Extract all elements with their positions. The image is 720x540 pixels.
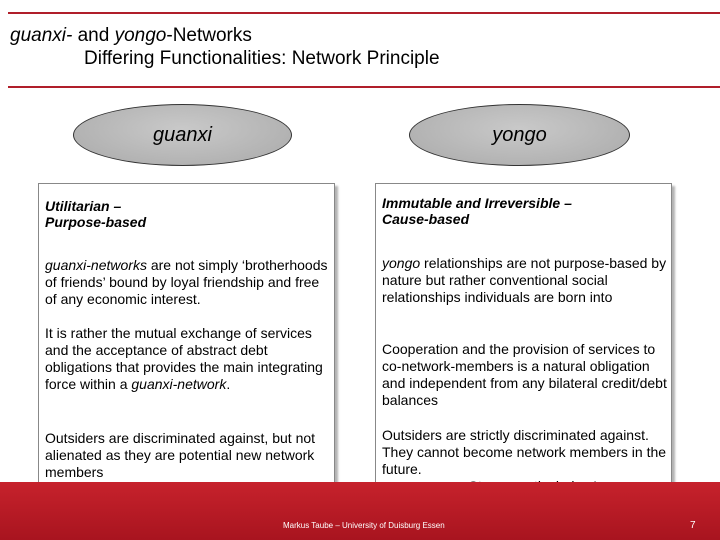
yongo-para-3-text: Outsiders are strictly discriminated against. They cannot become network members in the future.: [382, 427, 667, 477]
guanxi-para-2: [45, 325, 330, 393]
guanxi-header-line2: Purpose-based: [45, 214, 147, 230]
top-rule: [8, 12, 720, 14]
guanxi-para-2-text: It is rather the mutual exchange of services and the acceptance of abstract debt obligations that provides the main integrating force within a: [45, 325, 323, 392]
yongo-para-2-text: Cooperation and the provision of services to co-network-members is a natural obligation and independent from any bilateral credit/debt balances: [382, 341, 667, 408]
title-underline-rule: [8, 86, 720, 88]
guanxi-para-1-text: are not simply ‘brotherhoods of friends’ bound by loyal friendship and free of any economic interest.: [45, 257, 328, 307]
yongo-term: yongo: [382, 255, 421, 271]
guanxi-network-term: guanxi-network: [131, 376, 227, 392]
slide-title: [10, 24, 440, 70]
yongo-para-1-text: relationships are not purpose-based by nature but rather conventional social relationships individuals are born into: [382, 255, 667, 305]
yongo-header-line2: Cause-based: [382, 211, 470, 227]
title-guanxi: guanxi-: [10, 25, 73, 46]
title-networks: -Networks: [166, 25, 252, 46]
yongo-ellipse: [409, 104, 630, 166]
title-subtitle: Differing Functionalities: Network Principle: [84, 48, 440, 69]
guanxi-header-line1: Utilitarian –: [45, 198, 122, 214]
guanxi-ellipse-label: guanxi: [153, 123, 212, 146]
guanxi-para-2-end: .: [226, 376, 231, 392]
yongo-ellipse-label: yongo: [492, 123, 547, 146]
guanxi-para-3-text: Outsiders are discriminated against, but not alienated as they are potential new network members: [45, 430, 316, 480]
yongo-box: [375, 183, 672, 503]
guanxi-ellipse: [73, 104, 292, 166]
yongo-para-1: [382, 255, 667, 306]
guanxi-networks-term: guanxi-networks: [45, 257, 147, 273]
page-number: 7: [690, 520, 696, 531]
guanxi-box: [38, 183, 335, 503]
yongo-para-2: [382, 341, 667, 409]
footer-bar: [0, 482, 720, 540]
title-yongo: yongo: [114, 25, 167, 46]
guanxi-para-1: [45, 257, 330, 308]
footer-credit: Markus Taube – University of Duisburg Essen: [283, 521, 445, 530]
guanxi-box-header: [45, 198, 146, 230]
title-and: and: [72, 25, 115, 46]
title-line1: [10, 24, 440, 47]
yongo-box-header: [382, 195, 572, 227]
yongo-header-line1: Immutable and Irreversible –: [382, 195, 572, 211]
